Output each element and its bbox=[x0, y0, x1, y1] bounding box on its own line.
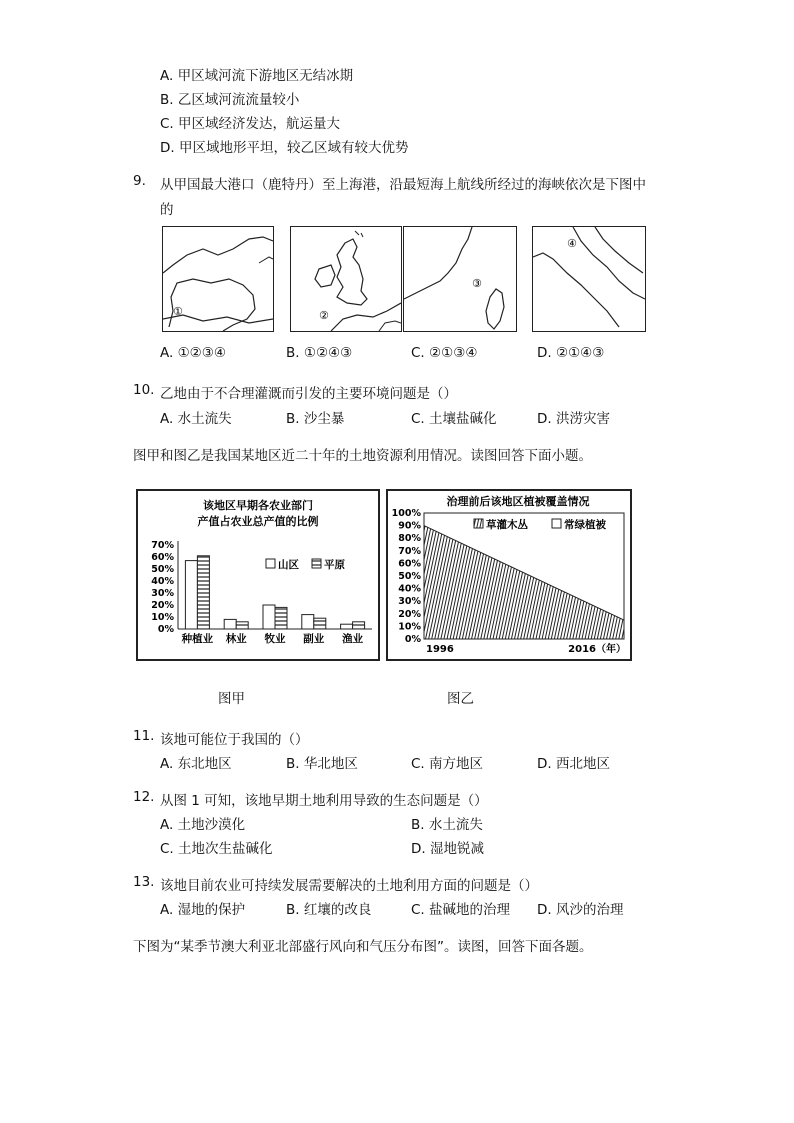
map-2-label: ② bbox=[319, 309, 329, 322]
q8-option-a: A. 甲区域河流下游地区无结冰期 bbox=[160, 68, 354, 84]
q11-option-d: D. 西北地区 bbox=[537, 756, 610, 772]
chart-jia-legend-label: 山区 bbox=[278, 559, 299, 571]
chart-jia-bar bbox=[353, 622, 365, 629]
map-1 bbox=[162, 226, 274, 332]
chart-jia-legend-swatch bbox=[312, 559, 321, 568]
chart-jia-title-line: 该地区早期各农业部门 bbox=[203, 499, 313, 512]
chart-jia-caption: 图甲 bbox=[218, 691, 245, 707]
chart-jia-ytick: 10% bbox=[151, 612, 174, 623]
q13-option-b: B. 红壤的改良 bbox=[286, 902, 372, 918]
q12-number: 12. bbox=[133, 789, 155, 805]
map-3-label: ③ bbox=[472, 277, 482, 290]
section-intro-3: 下图为“某季节澳大利亚北部盛行风向和气压分布图”。读图，回答下面各题。 bbox=[133, 939, 593, 955]
map-1-drawing bbox=[163, 227, 273, 331]
chart-jia-xtick: 副业 bbox=[303, 633, 325, 645]
chart-jia-bar bbox=[341, 624, 353, 629]
chart-yi-legend-swatch bbox=[474, 519, 483, 528]
chart-yi-ytick: 70% bbox=[398, 545, 421, 557]
q13-stem: 该地目前农业可持续发展需要解决的土地利用方面的问题是（） bbox=[160, 878, 538, 894]
chart-yi bbox=[386, 489, 632, 661]
q12-option-b: B. 水土流失 bbox=[411, 817, 483, 833]
chart-yi-caption: 图乙 bbox=[447, 691, 474, 707]
q13-option-d: D. 风沙的治理 bbox=[537, 902, 624, 918]
q8-option-b: B. 乙区域河流流量较小 bbox=[160, 92, 300, 108]
chart-jia-ytick: 30% bbox=[151, 588, 174, 599]
chart-yi-ytick: 100% bbox=[391, 508, 421, 519]
chart-yi-legend-label: 草灌木丛 bbox=[486, 519, 528, 531]
chart-jia-ytick: 60% bbox=[151, 552, 174, 563]
map-2-drawing bbox=[291, 227, 401, 331]
chart-jia-bar bbox=[314, 618, 326, 629]
chart-yi-title: 治理前后该地区植被覆盖情况 bbox=[446, 495, 590, 508]
q10-option-d: D. 洪涝灾害 bbox=[537, 411, 610, 427]
chart-jia-svg bbox=[138, 491, 378, 659]
q12-option-a: A. 土地沙漠化 bbox=[160, 817, 246, 833]
chart-jia-bar bbox=[263, 605, 275, 629]
q11-number: 11. bbox=[133, 728, 155, 744]
q9-option-c: C. ②①③④ bbox=[411, 345, 478, 361]
q9-option-b: B. ①②④③ bbox=[286, 345, 353, 361]
map-3-drawing bbox=[404, 227, 516, 331]
q9-option-a: A. ①②③④ bbox=[160, 345, 226, 361]
map-3 bbox=[403, 226, 517, 332]
chart-yi-ytick: 10% bbox=[398, 621, 421, 633]
q9-option-d: D. ②①④③ bbox=[537, 345, 605, 361]
chart-jia-ytick: 40% bbox=[151, 576, 174, 587]
chart-jia-xtick: 渔业 bbox=[342, 633, 364, 645]
chart-jia-ytick: 50% bbox=[151, 564, 174, 575]
q8-option-c: C. 甲区域经济发达，航运量大 bbox=[160, 116, 341, 132]
chart-yi-ytick: 60% bbox=[398, 558, 421, 570]
chart-jia-bar bbox=[236, 622, 248, 629]
chart-jia bbox=[136, 489, 380, 661]
map-1-label: ① bbox=[173, 305, 183, 318]
q11-option-a: A. 东北地区 bbox=[160, 756, 232, 772]
q9-stem-line2: 的 bbox=[160, 202, 174, 218]
chart-jia-bar bbox=[275, 607, 287, 629]
chart-jia-xtick: 林业 bbox=[225, 633, 247, 645]
chart-jia-ytick: 0% bbox=[157, 624, 174, 635]
q11-option-c: C. 南方地区 bbox=[411, 756, 484, 772]
chart-jia-legend-label: 平原 bbox=[324, 559, 345, 571]
chart-yi-svg bbox=[388, 491, 630, 659]
map-4 bbox=[532, 226, 646, 332]
chart-jia-xtick: 种植业 bbox=[181, 633, 214, 645]
q10-stem: 乙地由于不合理灌溉而引发的主要环境问题是（） bbox=[160, 386, 457, 402]
chart-jia-ytick: 20% bbox=[151, 600, 174, 611]
chart-jia-title-line: 产值占农业总产值的比例 bbox=[197, 515, 319, 528]
map-4-drawing bbox=[533, 227, 645, 331]
chart-jia-xtick: 牧业 bbox=[264, 633, 286, 645]
section-intro-2: 图甲和图乙是我国某地区近二十年的土地资源利用情况。读图回答下面小题。 bbox=[133, 448, 592, 464]
q13-option-c: C. 盐碱地的治理 bbox=[411, 902, 511, 918]
chart-yi-ytick: 40% bbox=[398, 583, 421, 595]
chart-yi-ytick: 30% bbox=[398, 596, 421, 608]
q12-option-d: D. 湿地锐减 bbox=[411, 841, 484, 857]
chart-yi-xtick: 1996 bbox=[426, 644, 454, 655]
q12-stem: 从图 1 可知，该地早期土地利用导致的生态问题是（） bbox=[160, 793, 488, 809]
q12-option-c: C. 土地次生盐碱化 bbox=[160, 841, 273, 857]
q13-number: 13. bbox=[133, 874, 155, 890]
q11-stem: 该地可能位于我国的（） bbox=[160, 732, 309, 748]
q10-number: 10. bbox=[133, 382, 155, 398]
chart-yi-ytick: 20% bbox=[398, 608, 421, 620]
chart-jia-bar bbox=[224, 619, 236, 629]
q11-option-b: B. 华北地区 bbox=[286, 756, 358, 772]
chart-yi-xtick: 2016（年） bbox=[568, 644, 626, 655]
chart-yi-ytick: 90% bbox=[398, 520, 421, 532]
chart-yi-ytick: 50% bbox=[398, 571, 421, 582]
q13-option-a: A. 湿地的保护 bbox=[160, 902, 246, 918]
q10-option-c: C. 土壤盐碱化 bbox=[411, 411, 497, 427]
map-2 bbox=[290, 226, 402, 332]
chart-jia-bar bbox=[302, 615, 314, 629]
chart-yi-ytick: 0% bbox=[404, 634, 421, 645]
q9-stem-line1: 从甲国最大港口（鹿特丹）至上海港，沿最短海上航线所经过的海峡依次是下图中 bbox=[160, 177, 646, 193]
chart-jia-legend-swatch bbox=[266, 559, 275, 568]
q9-number: 9. bbox=[133, 173, 146, 189]
chart-yi-legend-swatch bbox=[552, 519, 561, 528]
chart-jia-bar bbox=[197, 556, 209, 629]
q10-option-b: B. 沙尘暴 bbox=[286, 411, 345, 427]
map-4-label: ④ bbox=[567, 237, 577, 250]
chart-jia-ytick: 70% bbox=[151, 540, 174, 551]
chart-jia-bar bbox=[185, 561, 197, 629]
q10-option-a: A. 水土流失 bbox=[160, 411, 232, 427]
chart-yi-ytick: 80% bbox=[398, 533, 421, 545]
chart-yi-legend-label: 常绿植被 bbox=[564, 519, 606, 531]
q8-option-d: D. 甲区域地形平坦，较乙区域有较大优势 bbox=[160, 140, 409, 156]
